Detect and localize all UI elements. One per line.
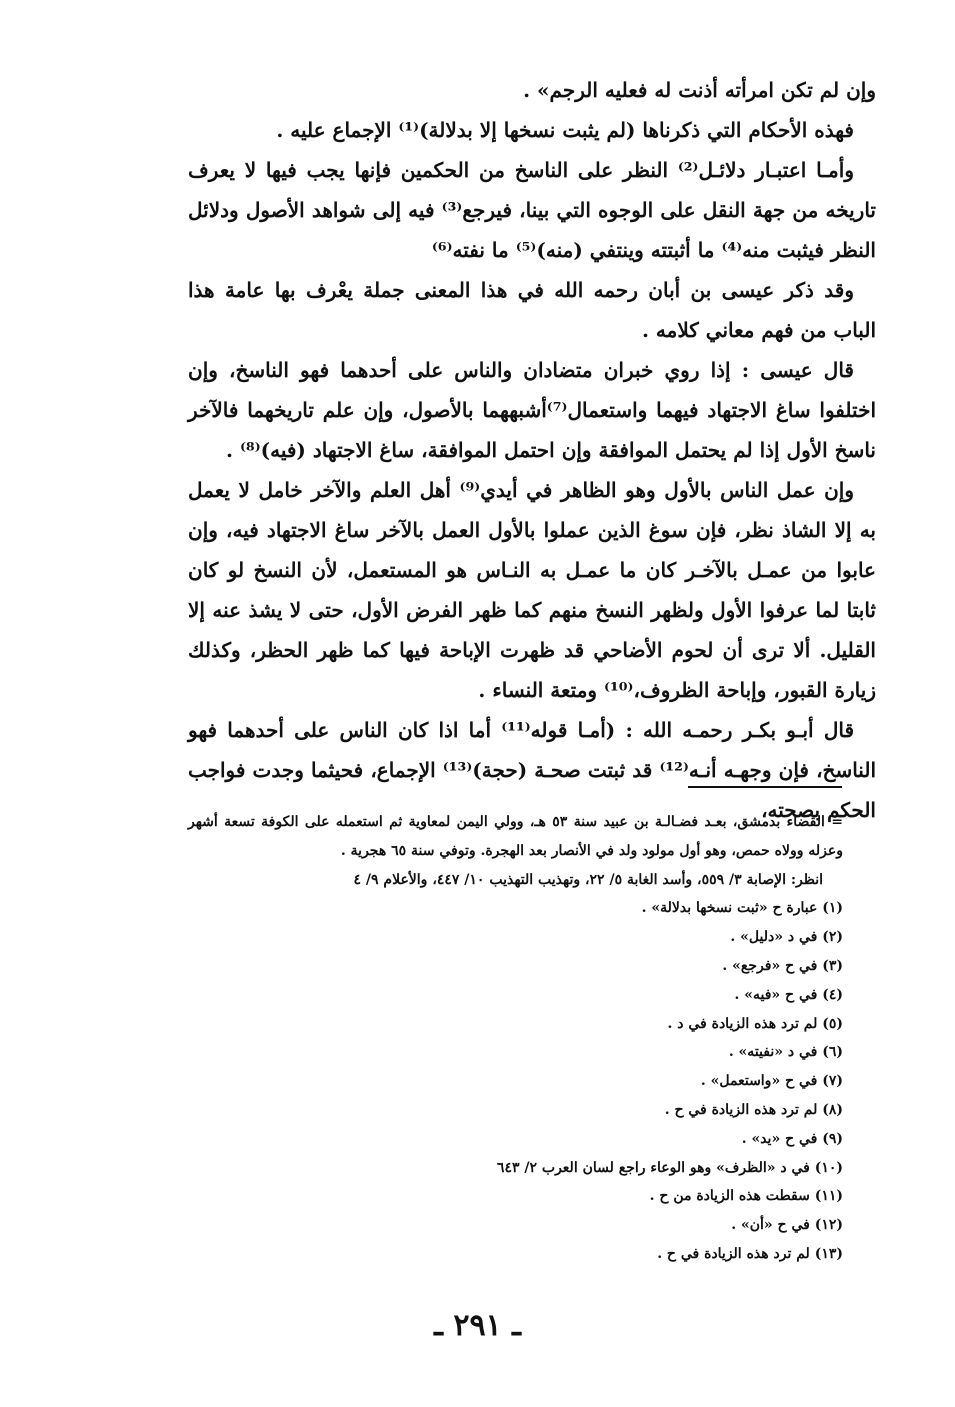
paragraph: قال عيسى : إذا روي خبران متضادان والناس على أحدهما فهو الناسخ، وإن اختلفوا ساغ الاجتهاد فيهما واستعمال⁽⁷⁾أشبههما بالأصول، وإن علم تاريخهما فالآخر ناسخ الأول إذا لم يحتمل الموافقة وإن احتمل الموافقة، ساغ الاجتهاد (فيه)⁽⁸⁾ .	[188, 358, 876, 462]
footnote-item: (٥) لم ترد هذه الزيادة في د .	[667, 1015, 843, 1032]
paragraph: وقد ذكر عيسى بن أبان رحمه الله في هذا المعنى جملة يعْرف بها عامة هذا الباب من فهم معاني كلامه .	[188, 278, 876, 342]
footnote-item: (٤) في ح «فيه» .	[734, 986, 843, 1003]
footnote-list	[188, 894, 843, 1268]
main-text	[188, 70, 876, 830]
footnote-item: (١) عبارة ح «ثبت نسخها بدلالة» .	[641, 900, 843, 917]
paragraph: وأمـا اعتبـار دلائـل⁽²⁾ النظر على الناسخ من الحكمين فإنها يجب فيها لا يعرف تاريخه من جهة النقل على الوجوه التي بينا، فيرجع⁽³⁾ فيه إلى شواهد الأصول ودلائل النظر فيثبت منه⁽⁴⁾ ما أثبتته وينتفي (منه)⁽⁵⁾ ما نفته⁽⁶⁾	[188, 158, 876, 262]
footnote-item: (٨) لم ترد هذه الزيادة في ح .	[664, 1101, 843, 1118]
paragraph: وإن عمل الناس بالأول وهو الظاهر في أيدي⁽⁹⁾ أهل العلم والآخر خامل لا يعمل به إلا الشاذ نظر، فإن سوغ الذين عملوا بالأول العمل بالآخر ساغ الاجتهاد فيه، وإن عابوا من عمـل بالآخـر كان ما عمـل به النـاس هو المستعمل، لأن النسخ لو كان ثابتا لما عرفوا الأول ولظهر النسخ منهم كما ظهر الفرض الأول، حتى لا يشذ عنه إلا القليل. ألا ترى أن لحوم الأضاحي قد ظهرت الإباحة فيها كما ظهر الحظر، وكذلك زيارة القبور، وإباحة الظروف،⁽¹⁰⁾ ومتعة النساء .	[188, 478, 876, 702]
paragraph: فهذه الأحكام التي ذكرناها (لم يثبت نسخها إلا بدلالة)⁽¹⁾ الإجماع عليه .	[276, 118, 854, 142]
footnote-item: (٦) في د «نفيته» .	[728, 1044, 843, 1061]
footnote-continuation: = القضاء بدمشق، بعـد فضـالـة بن عبيد سنة ٥٣ هـ، وولي اليمن لمعاوية ثم استعمله على الكوفة تسعة أشهر وعزله وولاه حمص، وهو أول مولود ولد في الأنصار بعد الهجرة. وتوفي سنة ٦٥ هجرية .	[188, 814, 843, 859]
footnote-item: (٢) في د «دليل» .	[730, 929, 843, 946]
page-number: ـ ٢٩١ ـ	[434, 1308, 521, 1343]
footnote-item: (١٠) في د «الظرف» وهو الوعاء راجع لسان العرب ٢/ ٦٤٣	[496, 1159, 843, 1176]
footnote-item: (٩) في ح «يد» .	[741, 1130, 843, 1147]
footnote-separator	[688, 786, 842, 788]
footnote-item: (١٢) في ح «أن» .	[731, 1217, 843, 1234]
paragraph: قال أبـو بكـر رحمـه الله : (أمـا قوله⁽¹¹⁾ أما اذا كان الناس على أحدهما فهو الناسخ، فإن وجهـه أنـه⁽¹²⁾ قد ثبتت صحـة (حجة)⁽¹³⁾ الإجماع، فحيثما وجدت فواجب الحكم بصحته،	[188, 718, 876, 822]
footnote-reference: انظر: الإصابة ٣/ ٥٥٩، وأسد الغابة ٥/ ٢٢، وتهذيب التهذيب ١٠/ ٤٤٧، والأعلام ٩/ ٤	[353, 871, 823, 888]
paragraph: وإن لم تكن امرأته أذنت له فعليه الرجم» .	[523, 78, 876, 102]
footnote-item: (٧) في ح «واستعمل» .	[700, 1073, 843, 1090]
footnote-item: (٣) في ح «فرجع» .	[722, 957, 843, 974]
footnotes	[188, 808, 843, 1269]
footnote-item: (١١) سقطت هذه الزيادة من ح .	[649, 1188, 843, 1205]
footnote-item: (١٣) لم ترد هذه الزيادة في ح .	[657, 1245, 843, 1262]
